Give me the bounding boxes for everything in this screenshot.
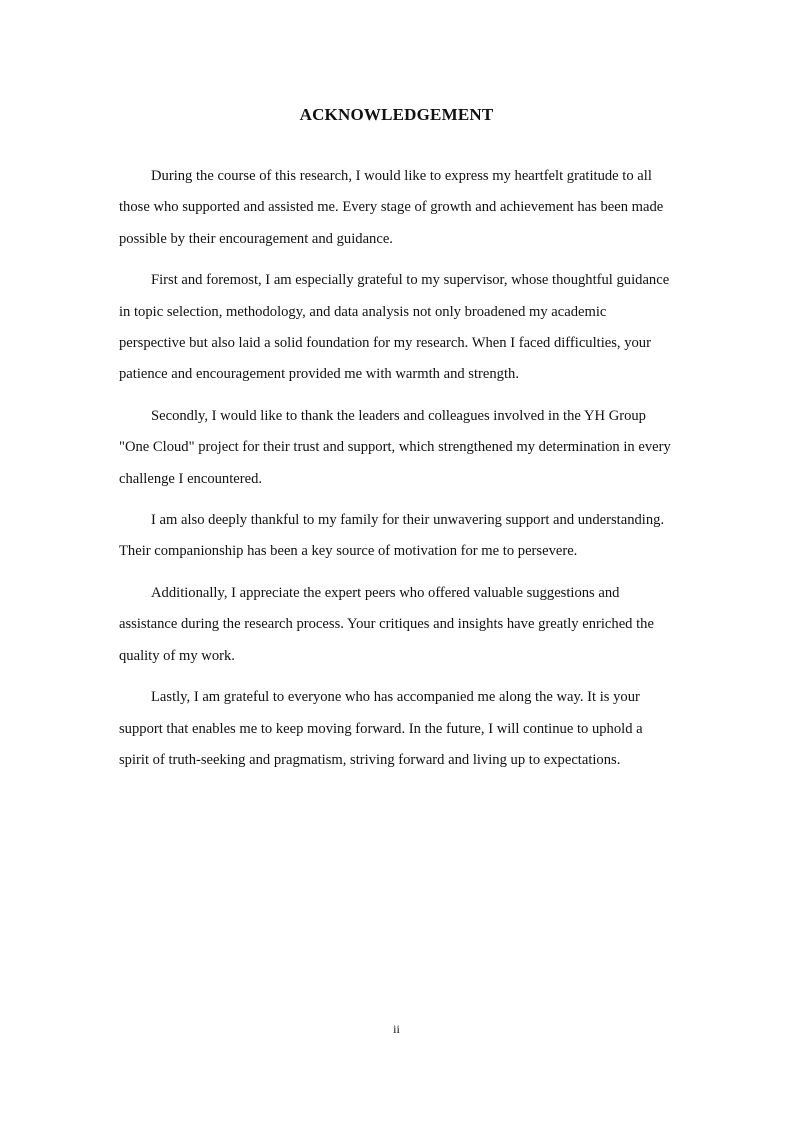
paragraph-6: Lastly, I am grateful to everyone who has accompanied me along the way. It is your support that enables me to keep moving forward. In the future, I will continue to uphold a spirit of truth-seeking and pragmatism, striving forward and living up to expectations. [119, 689, 643, 768]
paragraph-4: I am also deeply thankful to my family for their unwavering support and understanding. Their companionship has been a key source of motivation for me to persevere. [119, 512, 665, 560]
paragraph-5: Additionally, I appreciate the expert peers who offered valuable suggestions and assistance during the research process. Your critiques and insights have greatly enriched the quality of my work. [119, 584, 654, 664]
paragraph-1: During the course of this research, I would like to express my heartfelt gratitude to all those who supported and assisted me. Every stage of growth and achievement has been made possible by their encouragement and guidance. [119, 168, 664, 247]
paragraph-2: First and foremost, I am especially grateful to my supervisor, whose thoughtful guidance in topic selection, methodology, and data analysis not only broadened my academic perspective but also laid a solid foundation for my research. When I faced difficulties, your patience and encouragement provided me with warmth and strength. [119, 272, 670, 383]
page-title: ACKNOWLEDGEMENT [299, 105, 494, 124]
paragraph-3: Secondly, I would like to thank the leaders and colleagues involved in the YH Group "One Cloud" project for their trust and support, which strengthened my determination in every challenge I encountered. [119, 407, 671, 487]
page-number: ii [393, 1022, 400, 1036]
acknowledgement-body [119, 161, 671, 786]
